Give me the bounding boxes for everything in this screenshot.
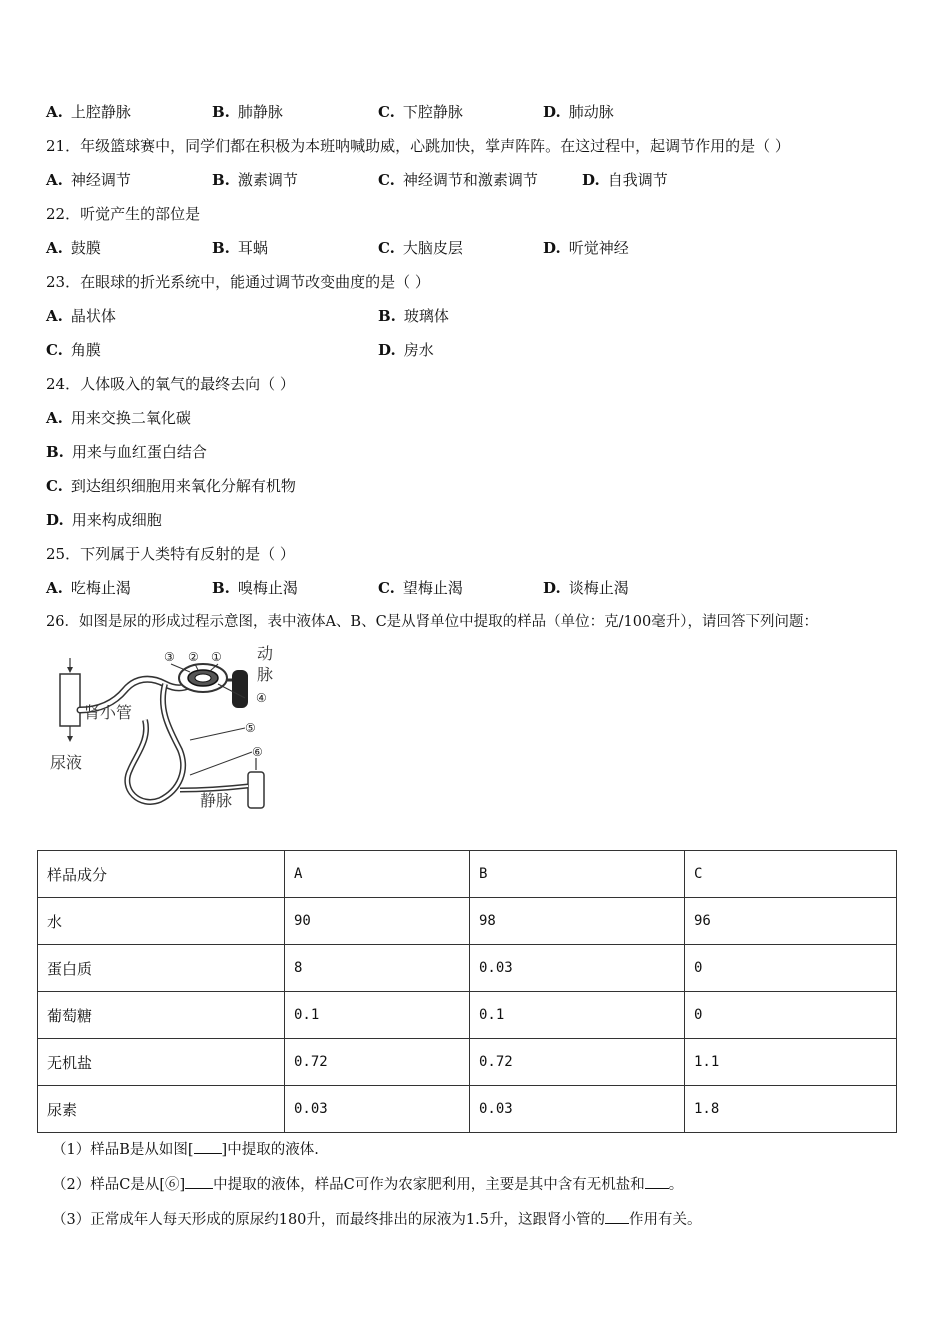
table-cell: 0.1 bbox=[285, 992, 470, 1039]
q24-option-a: A. 用来交换二氧化碳 bbox=[46, 409, 191, 427]
q25-option-a: A. 吃梅止渴 bbox=[46, 579, 131, 597]
table-row bbox=[38, 1039, 897, 1086]
table-header-cell: 样品成分 bbox=[38, 851, 285, 898]
q21-option-a: A. 神经调节 bbox=[46, 171, 131, 189]
artery-icon bbox=[227, 670, 248, 708]
loop-of-henle bbox=[127, 684, 183, 802]
q20-option-d: D. 肺动脉 bbox=[543, 103, 614, 121]
q26-sub3: （3）正常成年人每天形成的原尿约180升，而最终排出的尿液为1.5升，这跟肾小管的 作用有关。 bbox=[52, 1212, 702, 1228]
table-cell: 0.03 bbox=[285, 1086, 470, 1133]
label-urine: 尿液 bbox=[50, 753, 83, 772]
q22-option-c: C. 大脑皮层 bbox=[378, 239, 463, 257]
table-row bbox=[38, 1086, 897, 1133]
table-cell: 8 bbox=[285, 945, 470, 992]
glomerulus-icon bbox=[179, 664, 227, 692]
q23-option-b: B. 玻璃体 bbox=[378, 307, 449, 325]
table-cell: 0 bbox=[685, 945, 897, 992]
nephron-diagram bbox=[40, 640, 290, 820]
label-n6: ⑥ bbox=[252, 745, 263, 759]
table-cell: 无机盐 bbox=[38, 1039, 285, 1086]
label-n4: ④ bbox=[256, 691, 267, 705]
table-row bbox=[38, 898, 897, 945]
label-tubule: 肾小管 bbox=[84, 703, 133, 722]
q22-stem: 22．听觉产生的部位是 bbox=[46, 205, 201, 223]
table-cell: 0.72 bbox=[285, 1039, 470, 1086]
table-cell: 蛋白质 bbox=[38, 945, 285, 992]
q22-option-d: D. 听觉神经 bbox=[543, 239, 629, 257]
q22-option-a: A. 鼓膜 bbox=[46, 239, 101, 257]
table-header-cell: C bbox=[685, 851, 897, 898]
q24-option-d: D. 用来构成细胞 bbox=[46, 511, 162, 529]
table-cell: 1.1 bbox=[685, 1039, 897, 1086]
q21-option-b: B. 激素调节 bbox=[212, 171, 298, 189]
q22-option-b: B. 耳蜗 bbox=[212, 239, 268, 257]
table-cell: 98 bbox=[470, 898, 685, 945]
q23-stem: 23．在眼球的折光系统中，能通过调节改变曲度的是（ ） bbox=[46, 273, 430, 291]
table-header-cell: A bbox=[285, 851, 470, 898]
q20-option-c: C. 下腔静脉 bbox=[378, 103, 463, 121]
table-cell: 0.1 bbox=[470, 992, 685, 1039]
table-header-row bbox=[38, 851, 897, 898]
q26-stem: 26．如图是尿的形成过程示意图，表中液体A、B、C是从肾单位中提取的样品（单位：克/100毫升），请回答下列问题： bbox=[46, 614, 818, 630]
label-n1: ① bbox=[211, 650, 222, 664]
table-cell: 尿素 bbox=[38, 1086, 285, 1133]
table-cell: 葡萄糖 bbox=[38, 992, 285, 1039]
label-artery-1: 动 bbox=[257, 644, 274, 663]
q23-option-c: C. 角膜 bbox=[46, 341, 101, 359]
q20-option-a: A. 上腔静脉 bbox=[46, 103, 131, 121]
label-artery-2: 脉 bbox=[257, 665, 274, 684]
table-cell: 0.03 bbox=[470, 945, 685, 992]
q21-option-c: C. 神经调节和激素调节 bbox=[378, 171, 538, 189]
q23-option-a: A. 晶状体 bbox=[46, 307, 116, 325]
table-cell: 96 bbox=[685, 898, 897, 945]
label-vein: 静脉 bbox=[200, 791, 233, 810]
q20-option-b: B. 肺静脉 bbox=[212, 103, 283, 121]
q26-sub1: （1）样品B是从如图[ ]中提取的液体. bbox=[52, 1142, 319, 1158]
q21-option-d: D. 自我调节 bbox=[582, 171, 668, 189]
table-cell: 0.72 bbox=[470, 1039, 685, 1086]
table-header-cell: B bbox=[470, 851, 685, 898]
label-n2: ② bbox=[188, 650, 199, 664]
table-row bbox=[38, 992, 897, 1039]
q23-option-d: D. 房水 bbox=[378, 341, 434, 359]
sample-table bbox=[37, 850, 897, 1133]
label-n3: ③ bbox=[164, 650, 175, 664]
table-cell: 水 bbox=[38, 898, 285, 945]
table-cell: 0 bbox=[685, 992, 897, 1039]
table-row bbox=[38, 945, 897, 992]
q26-sub2: （2）样品C是从[⑥] 中提取的液体，样品C可作为农家肥利用，主要是其中含有无机盐和 。 bbox=[52, 1177, 684, 1193]
q21-stem: 21．年级篮球赛中，同学们都在积极为本班呐喊助威，心跳加快，掌声阵阵。在这过程中，起调节作用的是（ ） bbox=[46, 137, 790, 155]
q24-stem: 24．人体吸入的氧气的最终去向（ ） bbox=[46, 375, 295, 393]
q25-option-d: D. 谈梅止渴 bbox=[543, 579, 629, 597]
q25-stem: 25．下列属于人类特有反射的是（ ） bbox=[46, 545, 295, 563]
q24-option-b: B. 用来与血红蛋白结合 bbox=[46, 443, 207, 461]
collecting-duct-icon bbox=[60, 658, 80, 742]
label-n5: ⑤ bbox=[245, 721, 256, 735]
q25-option-c: C. 望梅止渴 bbox=[378, 579, 463, 597]
q24-option-c: C. 到达组织细胞用来氧化分解有机物 bbox=[46, 477, 296, 495]
table-cell: 90 bbox=[285, 898, 470, 945]
table-cell: 1.8 bbox=[685, 1086, 897, 1133]
q25-option-b: B. 嗅梅止渴 bbox=[212, 579, 298, 597]
table-cell: 0.03 bbox=[470, 1086, 685, 1133]
